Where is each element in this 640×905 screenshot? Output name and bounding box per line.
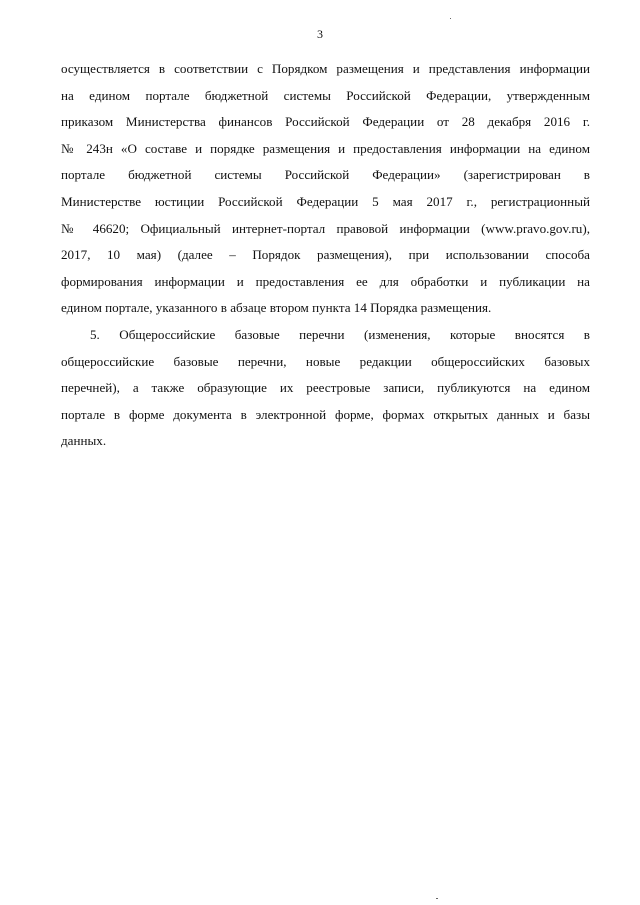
paragraph-line: на едином портале бюджетной системы Российской Федерации, утвержденным xyxy=(61,87,590,103)
paragraph-line: 5. Общероссийские базовые перечни (изменения, которые вносятся в xyxy=(90,326,590,342)
paragraph-line: приказом Министерства финансов Российской Федерации от 28 декабря 2016 г. xyxy=(61,114,590,130)
scan-speck xyxy=(436,898,438,899)
paragraph-line: портале в форме документа в электронной форме, формах открытых данных и базы xyxy=(61,406,590,422)
document-body xyxy=(61,56,590,455)
page-number: 3 xyxy=(317,27,323,41)
paragraph-line: общероссийские базовые перечни, новые редакции общероссийских базовых xyxy=(61,353,590,369)
paragraph-line: осуществляется в соответствии с Порядком размещения и представления информации xyxy=(61,61,590,76)
paragraph-line: едином портале, указанного в абзаце втором пункта 14 Порядка размещения. xyxy=(61,300,492,316)
paragraph-1 xyxy=(61,56,590,322)
paragraph-line: Министерстве юстиции Российской Федерации 5 мая 2017 г., регистрационный xyxy=(61,193,590,209)
paragraph-line: перечней), а также образующие их реестровые записи, публикуются на едином xyxy=(61,380,590,396)
paragraph-line: № 46620; Официальный интернет-портал правовой информации (www.pravo.gov.ru), xyxy=(61,220,590,236)
paragraph-line: формирования информации и предоставления ее для обработки и публикации на xyxy=(61,273,590,289)
paragraph-2 xyxy=(61,322,590,455)
paragraph-line: № 243н «О составе и порядке размещения и предоставления информации на едином xyxy=(61,140,590,156)
paragraph-line: данных. xyxy=(61,433,107,449)
paragraph-line: 2017, 10 мая) (далее – Порядок размещения), при использовании способа xyxy=(61,247,590,263)
paragraph-line: портале бюджетной системы Российской Федерации» (зарегистрирован в xyxy=(61,167,590,183)
scan-speck xyxy=(450,18,451,19)
